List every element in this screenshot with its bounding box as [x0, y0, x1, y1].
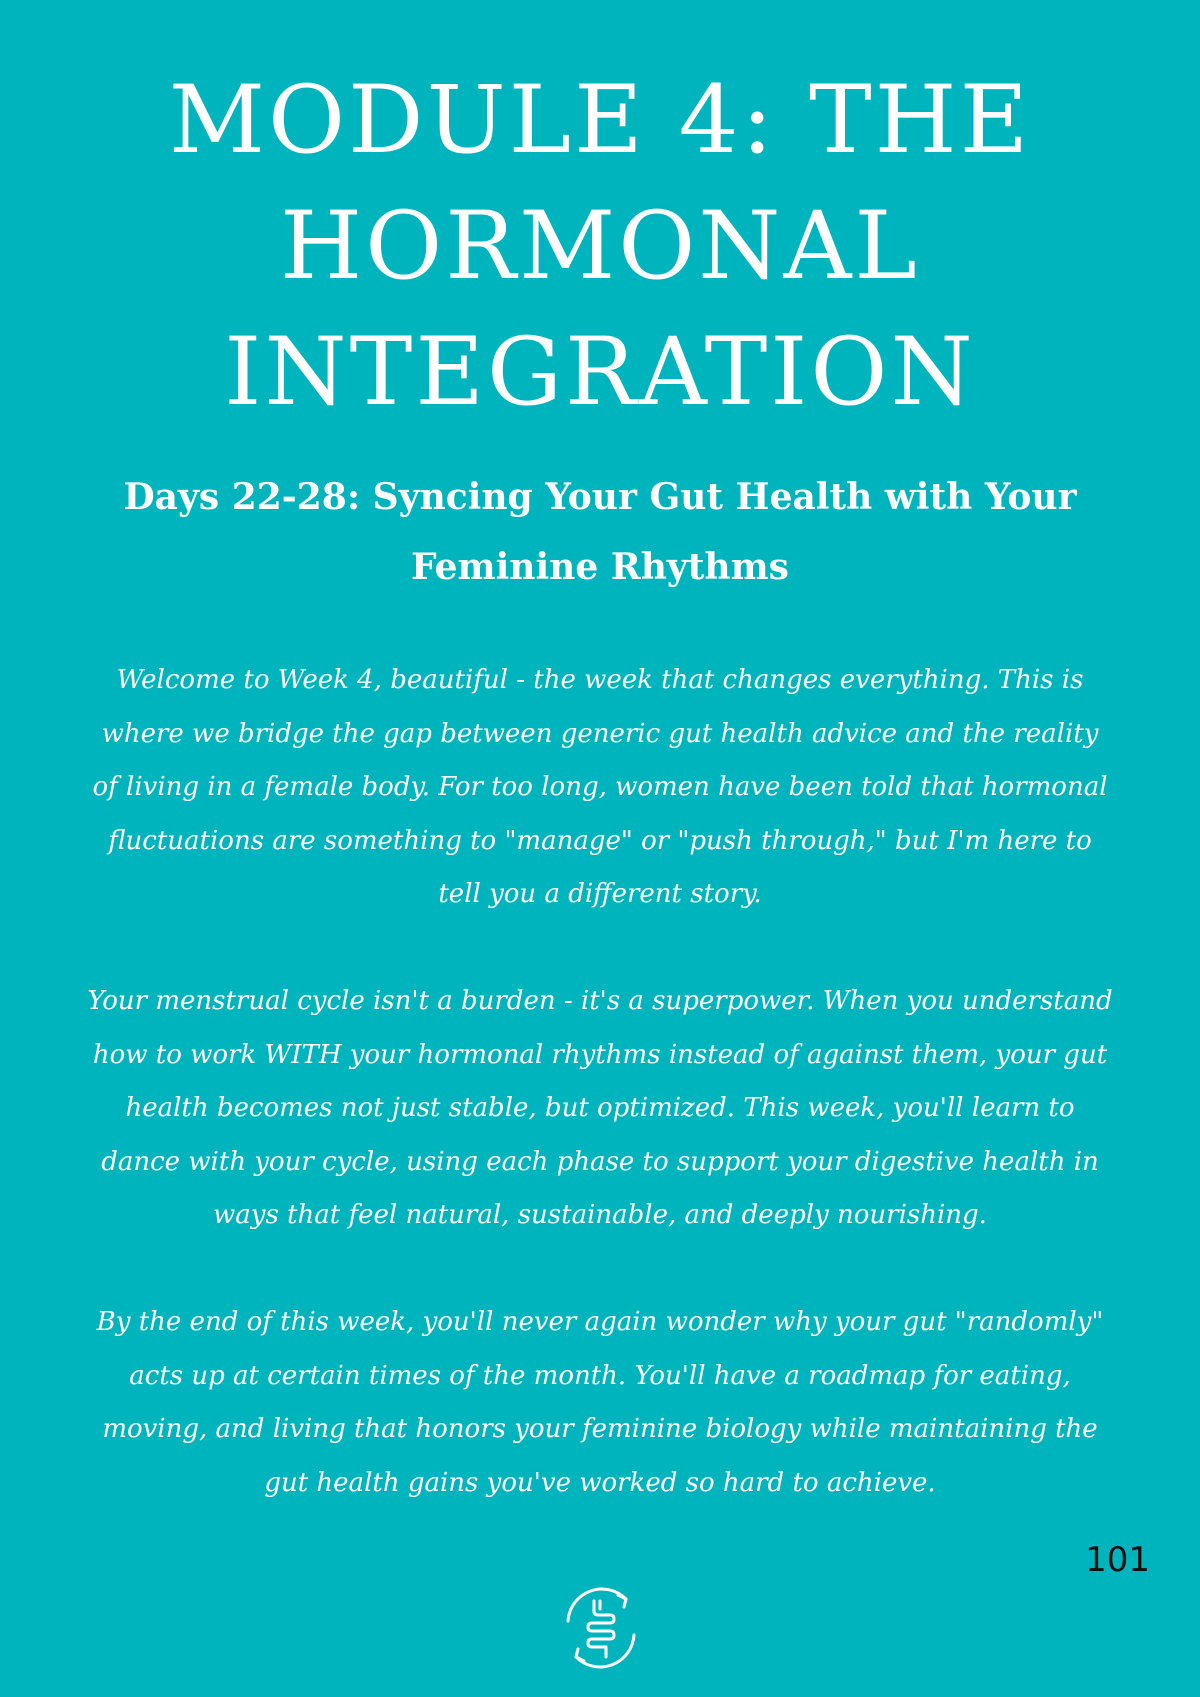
module-title [0, 58, 1200, 436]
module-title-line-1: MODULE 4: THE [168, 66, 1032, 175]
paragraph-superpower: Your menstrual cycle isn't a burden - it's a superpower. When you understand how to work WITH your hormonal rhythms instead of against them, your gut health becomes not just stable, but optimized. This week, you'll learn to dance with your cycle, using each phase to support your digestive health in ways that feel natural, sustainable, and deeply nourishing. [87, 986, 1113, 1230]
module-subtitle [100, 462, 1100, 602]
page-number: 101 [1085, 1540, 1150, 1580]
module-title-line-2: HORMONAL [280, 192, 920, 301]
body-text [85, 654, 1115, 1510]
module-subtitle-line-1: Days 22-28: Syncing Your Gut Health with Your [123, 476, 1077, 518]
paragraph-welcome: Welcome to Week 4, beautiful - the week that changes everything. This is where we bridge the gap between generic gut health advice and the reality of living in a female body. For too long, women have been told that hormonal fluctuations are something to "manage" or "push through," but I'm here to tell you a different story. [92, 665, 1108, 909]
paragraph-roadmap: By the end of this week, you'll never again wonder why your gut "randomly" acts up at certain times of the month. You'll have a roadmap for eating, moving, and living that honors your feminine biology while maintaining the gut health gains you've worked so hard to achieve. [96, 1307, 1104, 1498]
gut-cycle-icon [556, 1583, 646, 1673]
module-subtitle-line-2: Feminine Rhythms [411, 546, 789, 588]
module-title-line-3: INTEGRATION [224, 318, 976, 427]
